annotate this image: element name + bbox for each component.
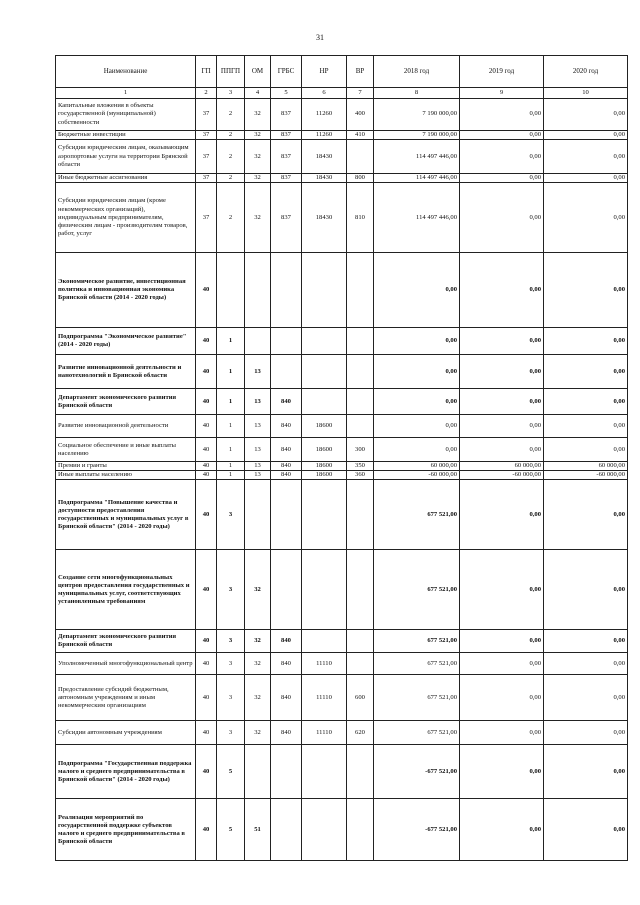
row-gp: 40 — [196, 799, 217, 861]
row-om: 32 — [245, 99, 271, 131]
table-row — [56, 174, 628, 183]
row-vr — [347, 550, 374, 630]
row-grbs: 837 — [271, 131, 302, 140]
row-vr — [347, 799, 374, 861]
row-grbs: 840 — [271, 675, 302, 721]
row-amount-2018: 114 497 446,00 — [374, 183, 460, 253]
index-cell: 2 — [196, 88, 217, 99]
row-vr — [347, 140, 374, 174]
row-amount-2018: -677 521,00 — [374, 745, 460, 799]
row-grbs — [271, 253, 302, 328]
row-gp: 40 — [196, 480, 217, 550]
row-om: 32 — [245, 183, 271, 253]
index-cell: 10 — [544, 88, 628, 99]
row-nr: 18600 — [302, 471, 347, 480]
header-gp: ГП — [196, 56, 217, 88]
row-om: 13 — [245, 389, 271, 415]
row-name: Премии и гранты — [56, 462, 196, 471]
row-grbs: 837 — [271, 174, 302, 183]
row-om: 13 — [245, 471, 271, 480]
row-om: 32 — [245, 174, 271, 183]
row-amount-2019: 0,00 — [460, 183, 544, 253]
row-name: Уполномоченный многофункциональный центр — [56, 653, 196, 675]
row-om: 32 — [245, 721, 271, 745]
row-vr — [347, 389, 374, 415]
row-amount-2018: 7 190 000,00 — [374, 99, 460, 131]
row-gp: 40 — [196, 745, 217, 799]
index-cell: 1 — [56, 88, 196, 99]
table-row — [56, 131, 628, 140]
row-name: Субсидии юридическим лицам, оказывающим аэропортовые услуги на территории Брянской области — [56, 140, 196, 174]
table-index-row — [56, 88, 628, 99]
row-vr: 810 — [347, 183, 374, 253]
row-ppgp: 3 — [217, 653, 245, 675]
row-name: Развитие инновационной деятельности и нанотехнологий в Брянской области — [56, 355, 196, 389]
row-grbs: 837 — [271, 140, 302, 174]
row-gp: 37 — [196, 174, 217, 183]
row-amount-2018: 0,00 — [374, 438, 460, 462]
row-amount-2019: 0,00 — [460, 438, 544, 462]
row-gp: 37 — [196, 99, 217, 131]
row-amount-2020: 0,00 — [544, 721, 628, 745]
row-amount-2020: 0,00 — [544, 99, 628, 131]
table-row — [56, 799, 628, 861]
row-vr — [347, 328, 374, 355]
row-amount-2020: 0,00 — [544, 550, 628, 630]
table-row — [56, 653, 628, 675]
row-nr — [302, 389, 347, 415]
row-ppgp: 2 — [217, 131, 245, 140]
row-name: Экономическое развитие, инвестиционная политика и инновационная экономика Брянской области (2014 - 2020 годы) — [56, 253, 196, 328]
table-row — [56, 471, 628, 480]
row-nr: 11110 — [302, 653, 347, 675]
row-nr — [302, 745, 347, 799]
table-row — [56, 438, 628, 462]
row-amount-2019: 0,00 — [460, 550, 544, 630]
row-vr — [347, 630, 374, 653]
index-cell: 6 — [302, 88, 347, 99]
row-amount-2018: 7 190 000,00 — [374, 131, 460, 140]
row-grbs — [271, 799, 302, 861]
row-om — [245, 745, 271, 799]
index-cell: 7 — [347, 88, 374, 99]
row-amount-2020: 0,00 — [544, 131, 628, 140]
row-amount-2019: 0,00 — [460, 355, 544, 389]
row-nr — [302, 630, 347, 653]
row-om: 51 — [245, 799, 271, 861]
row-vr — [347, 745, 374, 799]
row-ppgp — [217, 253, 245, 328]
row-nr: 11260 — [302, 131, 347, 140]
row-grbs: 840 — [271, 389, 302, 415]
row-gp: 40 — [196, 438, 217, 462]
row-nr: 11110 — [302, 675, 347, 721]
row-om: 13 — [245, 355, 271, 389]
budget-table — [55, 55, 628, 861]
row-vr: 400 — [347, 99, 374, 131]
table-header-row — [56, 56, 628, 88]
row-ppgp: 3 — [217, 550, 245, 630]
row-grbs: 840 — [271, 653, 302, 675]
row-nr: 18600 — [302, 415, 347, 438]
header-om: ОМ — [245, 56, 271, 88]
index-cell: 5 — [271, 88, 302, 99]
row-gp: 37 — [196, 131, 217, 140]
row-grbs: 837 — [271, 183, 302, 253]
row-amount-2020: 0,00 — [544, 355, 628, 389]
row-name: Субсидии юридическим лицам (кроме некоммерческих организаций), индивидуальным предпринимателям, физическим лицам - производителям товаров, работ, услуг — [56, 183, 196, 253]
row-name: Развитие инновационной деятельности — [56, 415, 196, 438]
page-number: 31 — [316, 33, 324, 42]
row-amount-2020: 0,00 — [544, 745, 628, 799]
row-name: Социальное обеспечение и иные выплаты населению — [56, 438, 196, 462]
row-ppgp: 1 — [217, 415, 245, 438]
row-amount-2018: 0,00 — [374, 253, 460, 328]
table-row — [56, 355, 628, 389]
header-vr: ВР — [347, 56, 374, 88]
row-ppgp: 2 — [217, 174, 245, 183]
table-row — [56, 462, 628, 471]
row-name: Иные бюджетные ассигнования — [56, 174, 196, 183]
row-amount-2018: 114 497 446,00 — [374, 140, 460, 174]
index-cell: 9 — [460, 88, 544, 99]
table-row — [56, 721, 628, 745]
row-amount-2019: 60 000,00 — [460, 462, 544, 471]
row-ppgp: 1 — [217, 462, 245, 471]
row-ppgp: 2 — [217, 99, 245, 131]
row-gp: 40 — [196, 253, 217, 328]
row-amount-2018: 60 000,00 — [374, 462, 460, 471]
row-vr: 300 — [347, 438, 374, 462]
row-gp: 40 — [196, 653, 217, 675]
row-amount-2019: 0,00 — [460, 99, 544, 131]
row-grbs: 840 — [271, 415, 302, 438]
row-ppgp: 1 — [217, 438, 245, 462]
row-nr: 18600 — [302, 462, 347, 471]
row-amount-2020: 0,00 — [544, 799, 628, 861]
row-amount-2020: 0,00 — [544, 174, 628, 183]
row-gp: 37 — [196, 140, 217, 174]
row-vr: 350 — [347, 462, 374, 471]
row-gp: 40 — [196, 328, 217, 355]
row-name: Подпрограмма "Экономическое развитие" (2014 - 2020 годы) — [56, 328, 196, 355]
row-gp: 40 — [196, 389, 217, 415]
row-amount-2018: 114 497 446,00 — [374, 174, 460, 183]
row-nr — [302, 550, 347, 630]
row-nr: 18430 — [302, 140, 347, 174]
header-ppgp: ППГП — [217, 56, 245, 88]
row-nr — [302, 799, 347, 861]
row-om: 32 — [245, 630, 271, 653]
row-amount-2020: 0,00 — [544, 630, 628, 653]
row-nr: 11260 — [302, 99, 347, 131]
row-name: Департамент экономического развития Брянской области — [56, 630, 196, 653]
row-amount-2019: 0,00 — [460, 630, 544, 653]
row-ppgp: 3 — [217, 721, 245, 745]
row-name: Подпрограмма "Повышение качества и доступности предоставления государственных и муниципальных услуг в Брянской области" (2014 - 2020 годы) — [56, 480, 196, 550]
header-name: Наименование — [56, 56, 196, 88]
row-amount-2019: -60 000,00 — [460, 471, 544, 480]
row-amount-2018: -677 521,00 — [374, 799, 460, 861]
row-amount-2018: 677 521,00 — [374, 550, 460, 630]
row-name: Капитальные вложения в объекты государственной (муниципальной) собственности — [56, 99, 196, 131]
row-amount-2020: 0,00 — [544, 480, 628, 550]
row-ppgp: 1 — [217, 471, 245, 480]
row-vr — [347, 653, 374, 675]
row-gp: 40 — [196, 721, 217, 745]
table-row — [56, 253, 628, 328]
row-om: 32 — [245, 131, 271, 140]
row-om — [245, 328, 271, 355]
row-amount-2019: 0,00 — [460, 480, 544, 550]
header-2019: 2019 год — [460, 56, 544, 88]
row-amount-2019: 0,00 — [460, 389, 544, 415]
table-row — [56, 389, 628, 415]
row-om: 13 — [245, 438, 271, 462]
row-amount-2020: 0,00 — [544, 415, 628, 438]
table-row — [56, 415, 628, 438]
row-nr — [302, 253, 347, 328]
row-amount-2020: 0,00 — [544, 328, 628, 355]
row-gp: 40 — [196, 471, 217, 480]
row-grbs — [271, 328, 302, 355]
row-ppgp: 2 — [217, 140, 245, 174]
table-row — [56, 745, 628, 799]
row-grbs: 840 — [271, 471, 302, 480]
row-gp: 40 — [196, 415, 217, 438]
row-grbs: 837 — [271, 99, 302, 131]
row-om: 13 — [245, 415, 271, 438]
row-om: 32 — [245, 675, 271, 721]
row-ppgp: 3 — [217, 630, 245, 653]
row-vr: 360 — [347, 471, 374, 480]
row-amount-2019: 0,00 — [460, 174, 544, 183]
header-2018: 2018 год — [374, 56, 460, 88]
index-cell: 3 — [217, 88, 245, 99]
row-amount-2019: 0,00 — [460, 415, 544, 438]
row-amount-2018: 677 521,00 — [374, 721, 460, 745]
row-om: 32 — [245, 140, 271, 174]
row-amount-2018: 0,00 — [374, 328, 460, 355]
row-name: Подпрограмма "Государственная поддержка малого и среднего предпринимательства в Брянской области" (2014 - 2020 годы) — [56, 745, 196, 799]
row-om: 32 — [245, 653, 271, 675]
table-row — [56, 675, 628, 721]
row-amount-2019: 0,00 — [460, 131, 544, 140]
table-row — [56, 99, 628, 131]
row-amount-2020: 0,00 — [544, 183, 628, 253]
row-vr — [347, 355, 374, 389]
row-gp: 40 — [196, 355, 217, 389]
row-ppgp: 1 — [217, 355, 245, 389]
row-vr — [347, 480, 374, 550]
row-ppgp: 3 — [217, 675, 245, 721]
row-amount-2018: 0,00 — [374, 415, 460, 438]
row-amount-2019: 0,00 — [460, 653, 544, 675]
table-row — [56, 140, 628, 174]
row-amount-2020: 0,00 — [544, 653, 628, 675]
table-row — [56, 328, 628, 355]
row-nr: 18430 — [302, 174, 347, 183]
row-grbs — [271, 480, 302, 550]
row-amount-2019: 0,00 — [460, 140, 544, 174]
row-grbs — [271, 355, 302, 389]
row-grbs — [271, 745, 302, 799]
row-vr: 620 — [347, 721, 374, 745]
row-ppgp: 5 — [217, 799, 245, 861]
row-om — [245, 253, 271, 328]
row-nr — [302, 480, 347, 550]
row-gp: 37 — [196, 183, 217, 253]
row-amount-2018: 677 521,00 — [374, 630, 460, 653]
row-amount-2019: 0,00 — [460, 253, 544, 328]
row-amount-2019: 0,00 — [460, 675, 544, 721]
header-grbs: ГРБС — [271, 56, 302, 88]
row-nr — [302, 355, 347, 389]
row-amount-2020: 60 000,00 — [544, 462, 628, 471]
row-name: Субсидии автономным учреждениям — [56, 721, 196, 745]
row-vr: 600 — [347, 675, 374, 721]
row-nr — [302, 328, 347, 355]
row-om: 13 — [245, 462, 271, 471]
row-vr: 410 — [347, 131, 374, 140]
row-name: Иные выплаты населению — [56, 471, 196, 480]
row-grbs: 840 — [271, 721, 302, 745]
row-grbs: 840 — [271, 462, 302, 471]
row-amount-2020: 0,00 — [544, 253, 628, 328]
row-amount-2020: 0,00 — [544, 438, 628, 462]
row-gp: 40 — [196, 462, 217, 471]
row-amount-2019: 0,00 — [460, 745, 544, 799]
table-row — [56, 480, 628, 550]
row-grbs — [271, 550, 302, 630]
row-amount-2020: 0,00 — [544, 675, 628, 721]
row-amount-2018: 677 521,00 — [374, 675, 460, 721]
row-ppgp: 1 — [217, 328, 245, 355]
row-grbs: 840 — [271, 438, 302, 462]
row-ppgp: 1 — [217, 389, 245, 415]
row-om — [245, 480, 271, 550]
row-amount-2018: 677 521,00 — [374, 653, 460, 675]
row-amount-2020: -60 000,00 — [544, 471, 628, 480]
row-amount-2019: 0,00 — [460, 799, 544, 861]
row-amount-2018: -60 000,00 — [374, 471, 460, 480]
row-name: Реализация мероприятий по государственной поддержке субъектов малого и среднего предпринимательства в Брянской области — [56, 799, 196, 861]
row-name: Предоставление субсидий бюджетным, автономным учреждениям и иным некоммерческим организациям — [56, 675, 196, 721]
row-name: Департамент экономического развития Брянской области — [56, 389, 196, 415]
row-vr: 800 — [347, 174, 374, 183]
table-row — [56, 183, 628, 253]
row-gp: 40 — [196, 630, 217, 653]
row-nr: 18600 — [302, 438, 347, 462]
table-row — [56, 550, 628, 630]
row-amount-2018: 0,00 — [374, 389, 460, 415]
row-ppgp: 5 — [217, 745, 245, 799]
row-amount-2020: 0,00 — [544, 140, 628, 174]
row-grbs: 840 — [271, 630, 302, 653]
row-amount-2020: 0,00 — [544, 389, 628, 415]
row-amount-2019: 0,00 — [460, 721, 544, 745]
row-name: Бюджетные инвестиции — [56, 131, 196, 140]
row-gp: 40 — [196, 675, 217, 721]
header-nr: НР — [302, 56, 347, 88]
row-name: Создание сети многофункциональных центров предоставления государственных и муниципальных услуг, соответствующих установленным требованиям — [56, 550, 196, 630]
row-nr: 18430 — [302, 183, 347, 253]
row-vr — [347, 253, 374, 328]
row-om: 32 — [245, 550, 271, 630]
index-cell: 8 — [374, 88, 460, 99]
row-gp: 40 — [196, 550, 217, 630]
row-amount-2018: 677 521,00 — [374, 480, 460, 550]
table-body — [56, 99, 628, 861]
row-amount-2018: 0,00 — [374, 355, 460, 389]
row-vr — [347, 415, 374, 438]
row-ppgp: 2 — [217, 183, 245, 253]
index-cell: 4 — [245, 88, 271, 99]
table-row — [56, 630, 628, 653]
row-amount-2019: 0,00 — [460, 328, 544, 355]
row-nr: 11110 — [302, 721, 347, 745]
header-2020: 2020 год — [544, 56, 628, 88]
row-ppgp: 3 — [217, 480, 245, 550]
